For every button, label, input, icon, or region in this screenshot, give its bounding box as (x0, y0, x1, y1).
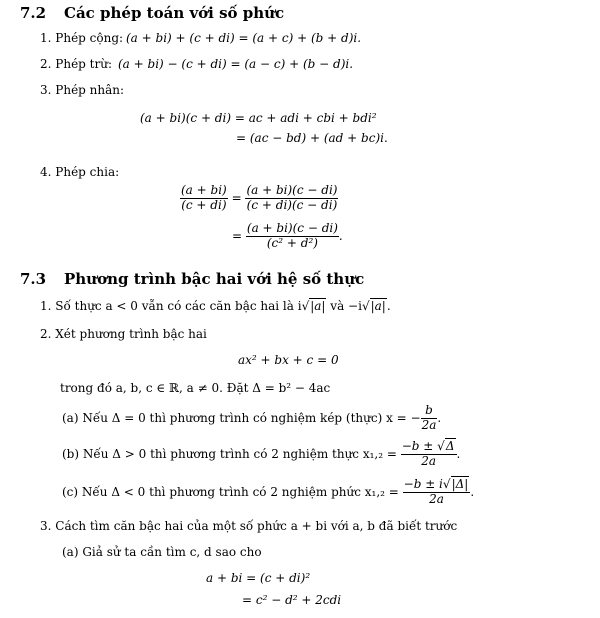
section-7-2-title: Các phép toán với số phức (64, 4, 285, 22)
op-mul-label: 3. Phép nhân: (40, 83, 125, 97)
real-root-text: 1. Số thực a < 0 vẫn có các căn bậc hai là i (40, 299, 302, 313)
discriminant-definition: trong đó a, b, c ∈ ℝ, a ≠ 0. Đặt Δ = b² − 4ac (60, 381, 331, 395)
sqrt-sign: √ (301, 299, 310, 313)
fraction-quotient-numerator: (a + bi) (181, 183, 227, 197)
case-delta-negative (62, 478, 474, 507)
section-7-3-title: Phương trình bậc hai với hệ số thực (64, 270, 365, 288)
sqrt-sign: √ (442, 477, 451, 491)
op-sub-formula: (a + bi) − (c + di) = (a − c) + (b − d)i. (118, 57, 354, 71)
op-sub-label: 2. Phép trừ: (40, 57, 112, 71)
op-mul-line-2: = (ac − bd) + (ad + bc)i. (236, 131, 388, 145)
fraction-complex-roots-numerator (403, 478, 471, 493)
complex-sqrt-step-a: (a) Giả sử ta cần tìm c, d sao cho (62, 545, 262, 559)
real-root-and: và −i (326, 299, 362, 313)
period: . (456, 446, 461, 461)
fraction-complex-roots-denominator: 2a (429, 491, 444, 506)
fraction-conjugate-numerator: (a + bi)(c − di) (246, 183, 338, 197)
fraction-real-roots-denominator: 2a (421, 453, 437, 468)
equals-sign: = (231, 190, 242, 205)
real-root-item (40, 300, 391, 312)
op-div-line-2 (232, 222, 343, 251)
equals-sign: = (232, 228, 243, 243)
period: . (470, 484, 475, 499)
fraction-result (246, 222, 339, 251)
fraction-real-roots (401, 440, 457, 469)
sqrt-abs-a: |a| (310, 299, 326, 313)
fraction-double-root (421, 404, 438, 433)
complex-roots-numerator-prefix: −b ± i (403, 477, 443, 491)
sqrt-delta: Δ (445, 439, 455, 453)
op-add-formula: (a + bi) + (c + di) = (a + c) + (b + d)i. (126, 31, 362, 45)
case-delta-zero (62, 404, 441, 433)
fraction-real-roots-numerator (401, 440, 457, 455)
fraction-result-numerator: (a + bi)(c − di) (246, 221, 338, 235)
fraction-quotient (180, 184, 228, 213)
sqrt-abs-a-2: |a| (370, 299, 386, 313)
section-7-2-number: 7.2 (20, 4, 47, 22)
complex-sqrt-method: 3. Cách tìm căn bậc hai của một số phức a + bi với a, b đã biết trước (40, 519, 458, 533)
sqrt-abs-delta: |Δ| (451, 477, 469, 491)
fraction-complex-roots (403, 478, 471, 507)
complex-sqrt-line-1: a + bi = (c + di)² (206, 571, 311, 585)
case-delta-negative-text: (c) Nếu Δ < 0 thì phương trình có 2 nghiệm phức x₁,₂ = (62, 484, 399, 499)
complex-sqrt-line-2: = c² − d² + 2cdi (242, 593, 342, 607)
sqrt-sign: √ (361, 299, 370, 313)
period: . (437, 410, 442, 425)
sqrt-sign: √ (437, 439, 445, 453)
case-delta-positive (62, 440, 460, 469)
fraction-double-root-numerator: b (421, 404, 438, 419)
fraction-double-root-denominator: 2a (421, 417, 437, 432)
fraction-quotient-denominator: (c + di) (181, 197, 227, 212)
quadratic-equation: ax² + bx + c = 0 (238, 353, 339, 367)
case-delta-positive-text: (b) Nếu Δ > 0 thì phương trình có 2 nghiệm thực x₁,₂ = (62, 446, 397, 461)
section-7-3-number: 7.3 (20, 270, 47, 288)
op-div-line-1 (180, 184, 338, 213)
period: . (338, 228, 343, 243)
real-roots-numerator-prefix: −b ± (401, 439, 438, 453)
quadratic-label: 2. Xét phương trình bậc hai (40, 327, 207, 341)
period: . (386, 299, 391, 313)
op-div-label: 4. Phép chia: (40, 165, 120, 179)
fraction-result-denominator: (c² + d²) (266, 235, 318, 250)
op-add-label: 1. Phép cộng: (40, 31, 124, 45)
fraction-conjugate (245, 184, 338, 213)
case-delta-zero-text: (a) Nếu Δ = 0 thì phương trình có nghiệm kép (thực) x = − (62, 410, 421, 425)
fraction-conjugate-denominator: (c + di)(c − di) (246, 197, 338, 212)
op-mul-line-1: (a + bi)(c + di) = ac + adi + cbi + bdi² (140, 111, 377, 125)
